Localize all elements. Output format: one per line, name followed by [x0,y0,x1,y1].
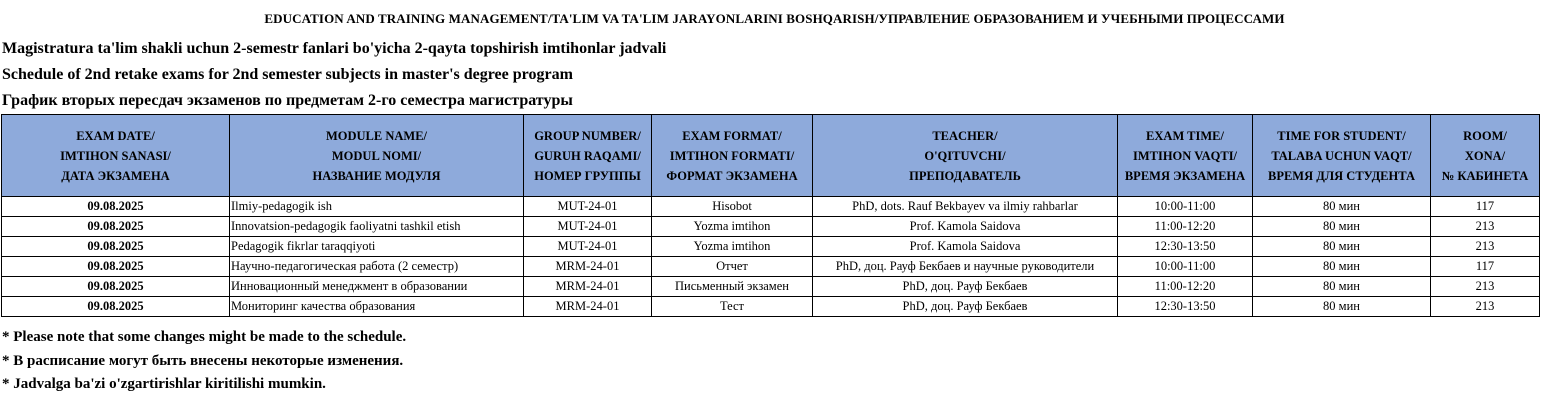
cell-time: 12:30-13:50 [1118,237,1253,257]
note-en: * Please note that some changes might be made to the schedule. [2,329,407,345]
subtitle-uz: Magistratura ta'lim shakli uchun 2-semestr fanlari bo'yicha 2-qayta topshirish imtihonlar jadvali [2,40,667,57]
cell-room: 213 [1431,237,1540,257]
cell-room: 117 [1431,197,1540,217]
header-line: MODULE NAME/ [325,128,428,143]
column-header-student-time [1253,115,1431,197]
cell-module: Pedagogik fikrlar taraqqiyoti [230,237,524,257]
header-line: ПРЕПОДАВАТЕЛЬ [909,168,1021,183]
cell-group: MRM-24-01 [524,277,652,297]
cell-room: 213 [1431,217,1540,237]
cell-format: Hisobot [652,197,813,217]
header-line: НОМЕР ГРУППЫ [534,168,641,183]
header-line: GURUH RAQAMI/ [534,148,641,163]
table-row [2,297,1540,317]
cell-module: Innovatsion-pedagogik faoliyatni tashkil etish [230,217,524,237]
column-header-teacher [813,115,1118,197]
column-header-module-name [230,115,524,197]
cell-student-time: 80 мин [1253,217,1431,237]
cell-time: 12:30-13:50 [1118,297,1253,317]
header-line: IMTIHON SANASI/ [60,148,171,163]
cell-student-time: 80 мин [1253,277,1431,297]
cell-module: Научно-педагогическая работа (2 семестр) [230,257,524,277]
cell-date: 09.08.2025 [2,257,230,277]
cell-date: 09.08.2025 [2,237,230,257]
header-line: GROUP NUMBER/ [534,128,641,143]
header-line: TEACHER/ [932,128,998,143]
cell-module: Ilmiy-pedagogik ish [230,197,524,217]
cell-module: Инновационный менеджмент в образовании [230,277,524,297]
header-line: ВРЕМЯ ЭКЗАМЕНА [1124,168,1246,183]
note-ru: * В расписание могут быть внесены некоторые изменения. [2,353,404,369]
cell-date: 09.08.2025 [2,277,230,297]
cell-student-time: 80 мин [1253,197,1431,217]
cell-time: 10:00-11:00 [1118,197,1253,217]
cell-student-time: 80 мин [1253,237,1431,257]
cell-group: MUT-24-01 [524,237,652,257]
cell-teacher: PhD, доц. Рауф Бекбаев и научные руководители [813,257,1118,277]
header-line: EXAM TIME/ [1146,128,1224,143]
column-header-room [1431,115,1540,197]
subtitle-ru: График вторых пересдач экзаменов по предметам 2-го семестра магистратуры [2,92,573,109]
cell-module: Мониторинг качества образования [230,297,524,317]
cell-teacher: PhD, dots. Rauf Bekbayev va ilmiy rahbarlar [813,197,1118,217]
table-row [2,277,1540,297]
cell-room: 213 [1431,277,1540,297]
cell-group: MUT-24-01 [524,217,652,237]
header-line: IMTIHON FORMATI/ [669,148,795,163]
header-line: TALABA UCHUN VAQT/ [1271,148,1412,163]
table-header-row [2,115,1540,197]
header-line: № КАБИНЕТА [1441,168,1529,183]
page-title: EDUCATION AND TRAINING MANAGEMENT/TA'LIM VA TA'LIM JARAYONLARINI BOSHQARISH/УПРАВЛЕНИЕ ОБРАЗОВАНИЕМ И УЧЕБНЫМИ ПРОЦЕССАМИ [264,11,1285,26]
cell-teacher: PhD, доц. Рауф Бекбаев [813,297,1118,317]
cell-date: 09.08.2025 [2,217,230,237]
cell-format: Тест [652,297,813,317]
table-row [2,197,1540,217]
header-line: ВРЕМЯ ДЛЯ СТУДЕНТА [1267,168,1415,183]
cell-group: MRM-24-01 [524,257,652,277]
cell-format: Отчет [652,257,813,277]
column-header-group-number [524,115,652,197]
cell-time: 10:00-11:00 [1118,257,1253,277]
note-uz: * Jadvalga ba'zi o'zgartirishlar kiritilishi mumkin. [2,376,326,392]
cell-student-time: 80 мин [1253,257,1431,277]
exam-schedule-table [1,114,1540,317]
header-line: EXAM FORMAT/ [682,128,782,143]
cell-teacher: PhD, доц. Рауф Бекбаев [813,277,1118,297]
cell-group: MUT-24-01 [524,197,652,217]
header-line: ROOM/ [1463,128,1507,143]
cell-time: 11:00-12:20 [1118,277,1253,297]
cell-teacher: Prof. Kamola Saidova [813,217,1118,237]
cell-group: MRM-24-01 [524,297,652,317]
header-line: ДАТА ЭКЗАМЕНА [61,168,170,183]
header-line: O'QITUVCHI/ [924,148,1006,163]
cell-date: 09.08.2025 [2,297,230,317]
cell-time: 11:00-12:20 [1118,217,1253,237]
header-line: XONA/ [1464,148,1506,163]
header-line: ФОРМАТ ЭКЗАМЕНА [666,168,798,183]
cell-format: Yozma imtihon [652,217,813,237]
cell-room: 117 [1431,257,1540,277]
table-row [2,237,1540,257]
cell-date: 09.08.2025 [2,197,230,217]
column-header-exam-time [1118,115,1253,197]
cell-student-time: 80 мин [1253,297,1431,317]
cell-format: Письменный экзамен [652,277,813,297]
column-header-exam-date [2,115,230,197]
table-row [2,257,1540,277]
subtitle-en: Schedule of 2nd retake exams for 2nd semester subjects in master's degree program [2,66,573,83]
header-line: MODUL NOMI/ [331,148,422,163]
cell-room: 213 [1431,297,1540,317]
header-line: IMTIHON VAQTI/ [1132,148,1238,163]
cell-teacher: Prof. Kamola Saidova [813,237,1118,257]
table-row [2,217,1540,237]
header-line: TIME FOR STUDENT/ [1277,128,1406,143]
cell-format: Yozma imtihon [652,237,813,257]
column-header-exam-format [652,115,813,197]
header-line: НАЗВАНИЕ МОДУЛЯ [312,168,441,183]
header-line: EXAM DATE/ [76,128,155,143]
